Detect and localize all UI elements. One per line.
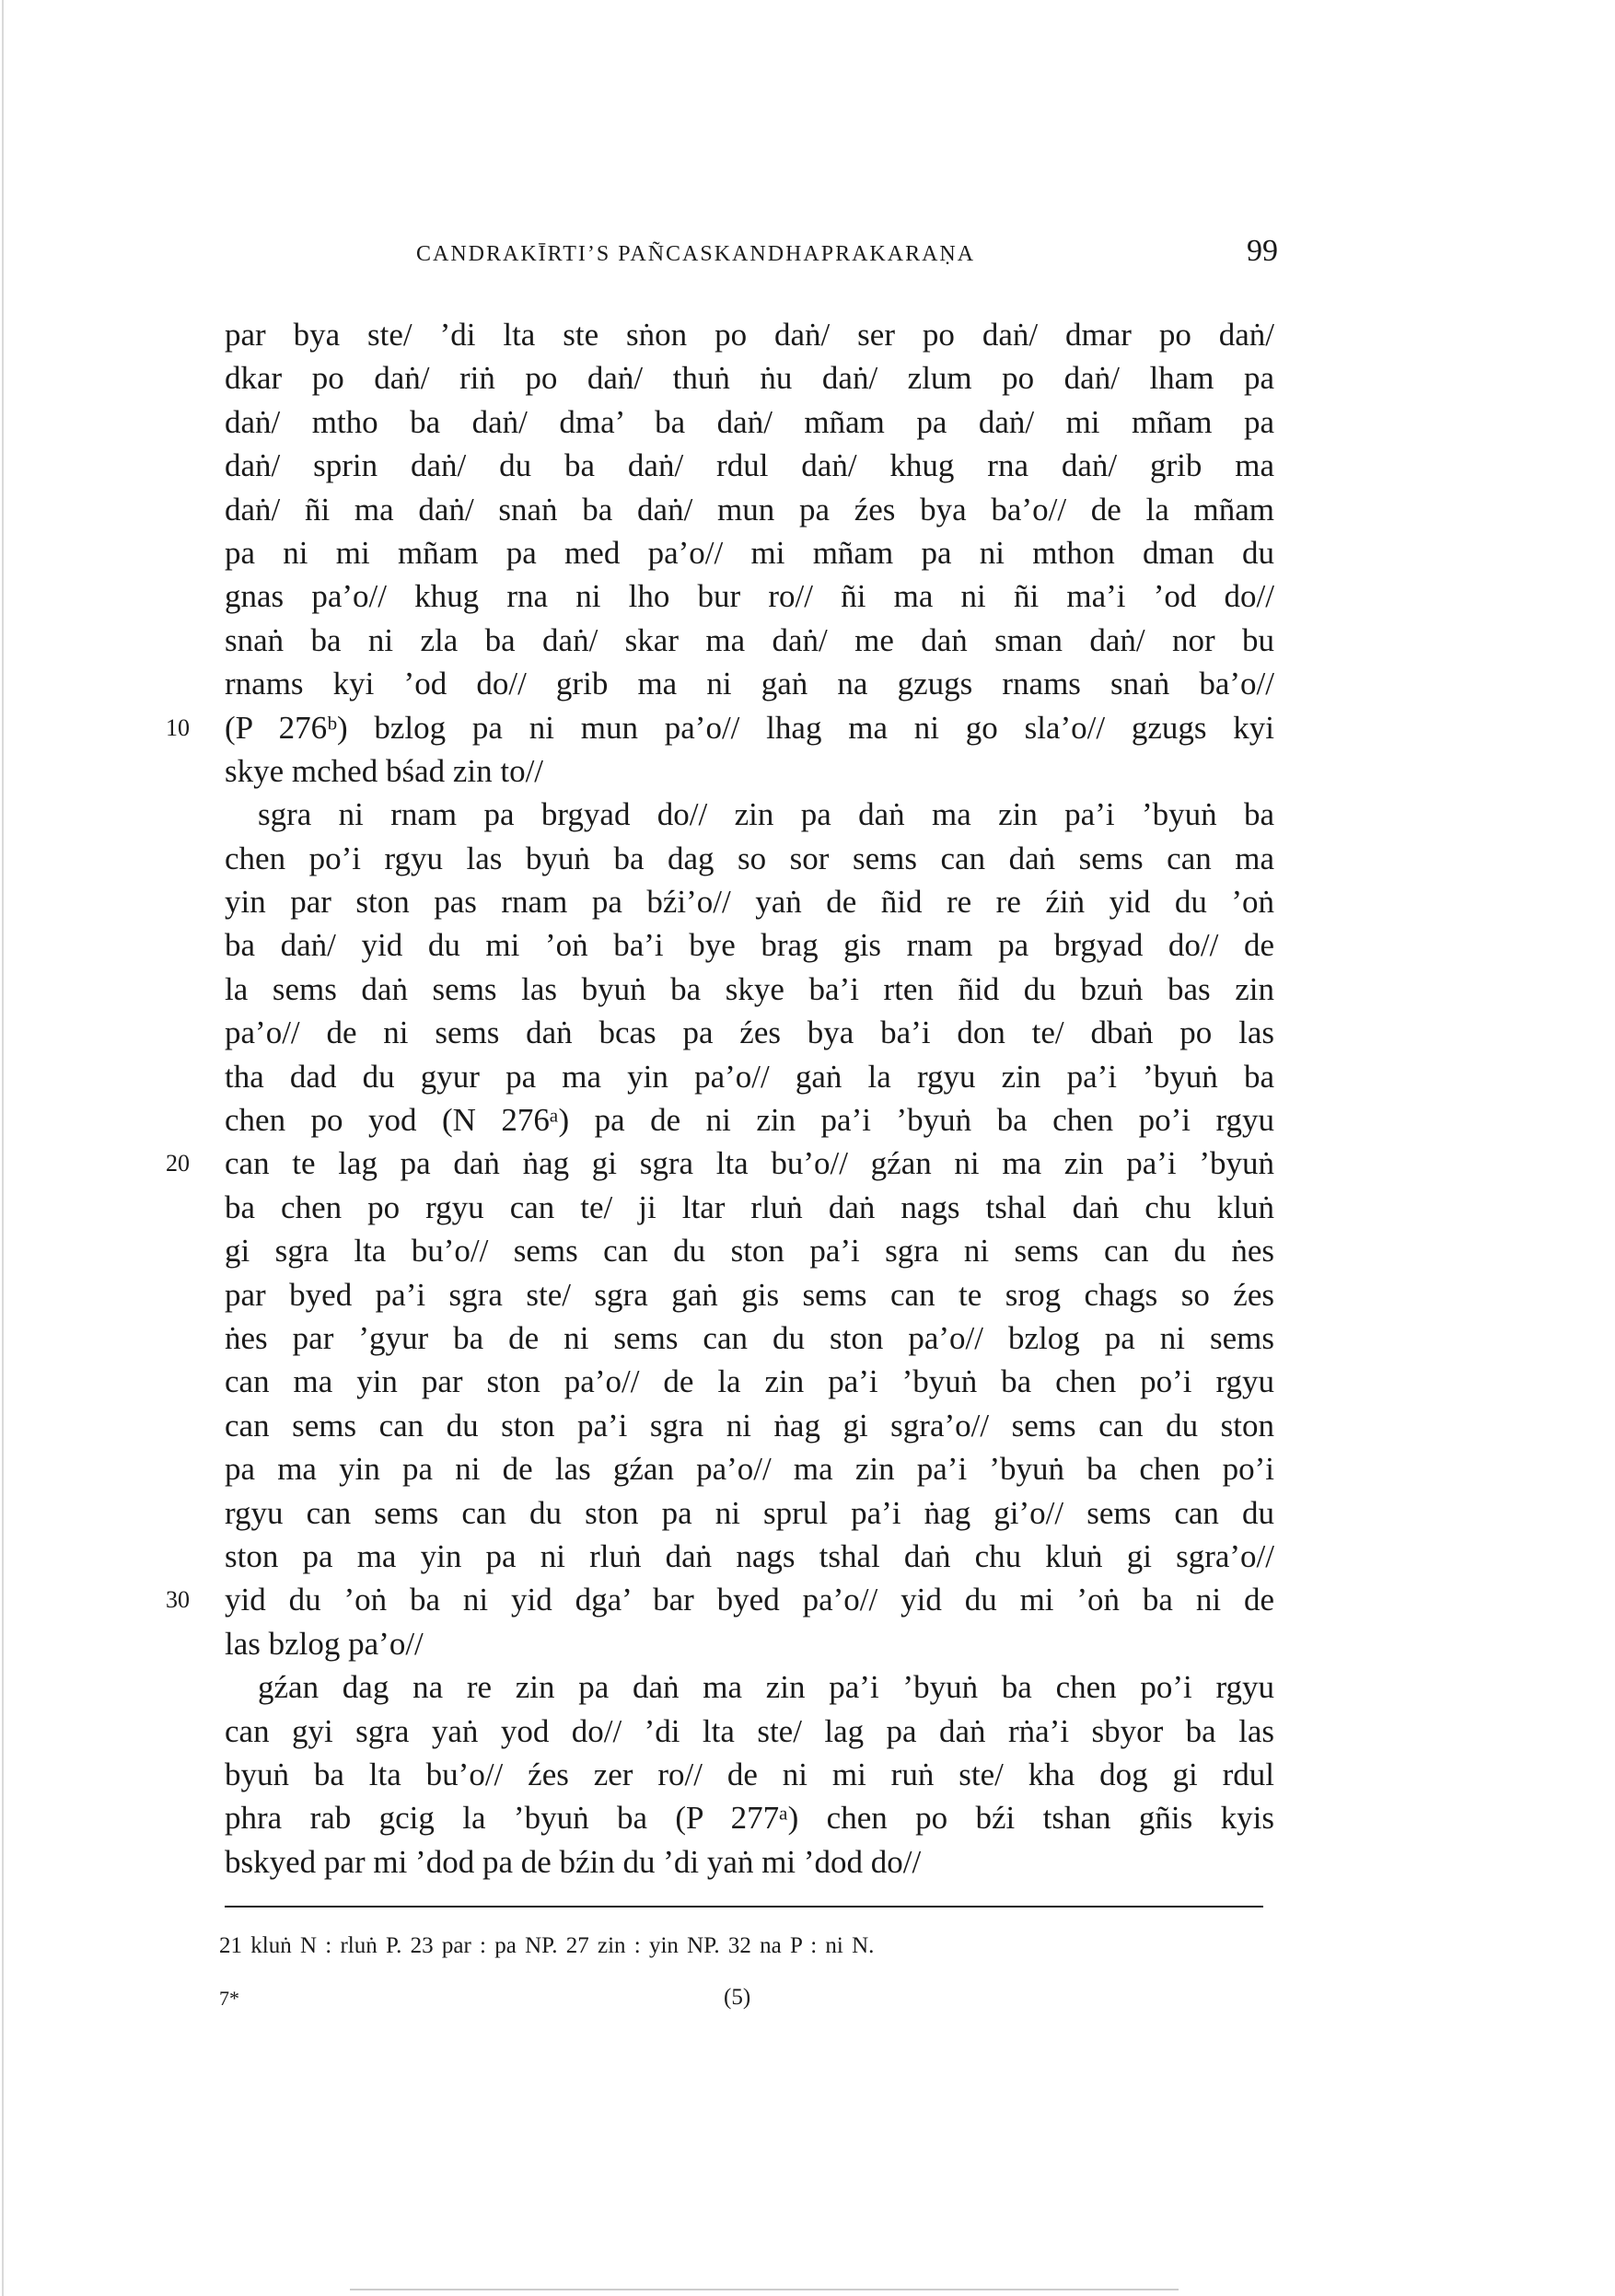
signature-mark: 7* [219, 1987, 239, 2010]
line-text: can gyi sgra yaṅ yod do// ’di lta ste/ lag pa daṅ rṅa’i sbyor ba las [225, 1712, 1274, 1749]
line-text: gźan dag na re zin pa daṅ ma zin pa’i ’byuṅ ba chen po’i rgyu [258, 1669, 1274, 1706]
line-text: can te lag pa daṅ ṅag gi sgra lta bu’o// gźan ni ma zin pa’i ’byuṅ [225, 1145, 1274, 1182]
text-line [225, 1491, 1274, 1535]
line-text: snaṅ ba ni zla ba daṅ/ skar ma daṅ/ me daṅ sman daṅ/ nor bu [225, 621, 1274, 658]
line-text: ba chen po rgyu can te/ ji ltar rluṅ daṅ nags tshal daṅ chu kluṅ [225, 1189, 1274, 1225]
tibetan-transliteration-text [166, 313, 1274, 1884]
page-number: 99 [1247, 234, 1278, 268]
text-line [225, 574, 1274, 618]
line-text: byuṅ ba lta bu’o// źes zer ro// de ni mi ruṅ ste/ kha dog gi rdul [225, 1756, 1274, 1792]
text-line [225, 837, 1274, 880]
line-text: pa ma yin pa ni de las gźan pa’o// ma zin pa’i ’byuṅ ba chen po’i [225, 1451, 1274, 1488]
text-line [225, 1055, 1274, 1098]
text-line [225, 793, 1274, 836]
line-text: can ma yin par ston pa’o// de la zin pa’i ’byuṅ ba chen po’i rgyu [225, 1363, 1274, 1400]
footnote-rule [225, 1906, 1263, 1908]
text-line [225, 1273, 1274, 1316]
line-text: skye mched bśad zin to// [225, 752, 544, 789]
line-text: las bzlog pa’o// [225, 1625, 424, 1662]
footnotes: 21 kluṅ N : rluṅ P. 23 par : pa NP. 27 zin : yin NP. 32 na P : ni N. [219, 1933, 875, 1958]
text-line [225, 1665, 1274, 1709]
text-line [225, 400, 1274, 444]
text-line [225, 1710, 1274, 1753]
line-text: bskyed par mi ’dod pa de bźin du ’di yaṅ mi ’dod do// [225, 1843, 922, 1880]
text-line [225, 1796, 1274, 1839]
line-text: pa’o// de ni sems daṅ bcas pa źes bya ba’i don te/ dbaṅ po las [225, 1015, 1274, 1051]
line-text: daṅ/ ñi ma daṅ/ snaṅ ba daṅ/ mun pa źes bya ba’o// de la mñam [225, 491, 1274, 528]
text-line [225, 1535, 1274, 1578]
line-text: pa ni mi mñam pa med pa’o// mi mñam pa ni mthon dman du [225, 534, 1274, 571]
text-line [225, 968, 1274, 1011]
text-line [225, 356, 1274, 400]
text-line [225, 923, 1274, 967]
line-text: chen po yod (N 276ᵃ) pa de ni zin pa’i ’byuṅ ba chen po’i rgyu [225, 1102, 1274, 1139]
line-text: ston pa ma yin pa ni rluṅ daṅ nags tshal daṅ chu kluṅ gi sgra’o// [225, 1537, 1274, 1574]
text-line [225, 1186, 1274, 1229]
line-text: (P 276ᵇ) bzlog pa ni mun pa’o// lhag ma ni go sla’o// gzugs kyi [225, 709, 1274, 746]
text-line [166, 1578, 1274, 1621]
line-text: tha dad du gyur pa ma yin pa’o// gaṅ la rgyu zin pa’i ’byuṅ ba [225, 1058, 1274, 1095]
text-line [225, 531, 1274, 574]
line-text: can sems can du ston pa’i sgra ni ṅag gi sgra’o// sems can du ston [225, 1407, 1274, 1444]
line-text: chen po’i rgyu las byuṅ ba dag so sor sems can daṅ sems can ma [225, 840, 1274, 876]
line-number: 10 [166, 713, 190, 741]
line-text: rgyu can sems can du ston pa ni sprul pa’i ṅag gi’o// sems can du [225, 1494, 1274, 1531]
scan-edge-bottom [350, 2289, 1179, 2290]
line-text: dkar po daṅ/ riṅ po daṅ/ thuṅ ṅu daṅ/ zlum po daṅ/ lham pa [225, 360, 1274, 397]
text-line [225, 313, 1274, 356]
text-line [225, 880, 1274, 923]
text-line [225, 1011, 1274, 1054]
text-line [225, 1316, 1274, 1360]
text-line [166, 1142, 1274, 1185]
text-line [166, 706, 1274, 749]
line-text: daṅ/ sprin daṅ/ du ba daṅ/ rdul daṅ/ khug rna daṅ/ grib ma [225, 447, 1274, 484]
line-text: phra rab gcig la ’byuṅ ba (P 277ᵃ) chen po bźi tshan gñis kyis [225, 1800, 1274, 1837]
line-text: ba daṅ/ yid du mi ’oṅ ba’i bye brag gis rnam pa brgyad do// de [225, 927, 1274, 964]
line-text: par byed pa’i sgra ste/ sgra gaṅ gis sems can te srog chags so źes [225, 1276, 1274, 1313]
text-line [225, 1753, 1274, 1796]
scan-edge [2, 0, 4, 2296]
text-line [225, 662, 1274, 705]
line-number: 20 [166, 1150, 190, 1177]
line-text: yid du ’oṅ ba ni yid dga’ bar byed pa’o// yid du mi ’oṅ ba ni de [225, 1582, 1274, 1618]
page-header [416, 234, 1278, 289]
line-text: la sems daṅ sems las byuṅ ba skye ba’i rten ñid du bzuṅ bas zin [225, 970, 1274, 1007]
text-line [225, 444, 1274, 487]
text-line [225, 749, 1274, 793]
text-line [225, 619, 1274, 662]
text-line [225, 1229, 1274, 1272]
line-text: sgra ni rnam pa brgyad do// zin pa daṅ ma zin pa’i ’byuṅ ba [258, 796, 1274, 833]
line-text: daṅ/ mtho ba daṅ/ dma’ ba daṅ/ mñam pa daṅ/ mi mñam pa [225, 403, 1274, 440]
text-line [225, 1098, 1274, 1142]
text-line [225, 488, 1274, 531]
line-text: yin par ston pas rnam pa bźi’o// yaṅ de ñid re re źiṅ yid du ’oṅ [225, 884, 1274, 921]
sheet-number: (5) [724, 1985, 751, 2010]
line-text: gnas pa’o// khug rna ni lho bur ro// ñi ma ni ñi ma’i ’od do// [225, 578, 1274, 615]
text-line [225, 1404, 1274, 1447]
line-text: rnams kyi ’od do// grib ma ni gaṅ na gzugs rnams snaṅ ba’o// [225, 666, 1274, 702]
line-number: 30 [166, 1586, 190, 1614]
line-text: gi sgra lta bu’o// sems can du ston pa’i sgra ni sems can du ṅes [225, 1233, 1274, 1270]
line-text: par bya ste/ ’di lta ste sṅon po daṅ/ ser po daṅ/ dmar po daṅ/ [225, 317, 1274, 353]
text-line [225, 1360, 1274, 1403]
text-line [225, 1840, 1274, 1884]
text-line [225, 1622, 1274, 1665]
text-line [225, 1447, 1274, 1490]
line-text: ṅes par ’gyur ba de ni sems can du ston pa’o// bzlog pa ni sems [225, 1319, 1274, 1356]
running-title: CANDRAKĪRTI’S PAÑCASKANDHAPRAKARAṆA [416, 242, 976, 266]
